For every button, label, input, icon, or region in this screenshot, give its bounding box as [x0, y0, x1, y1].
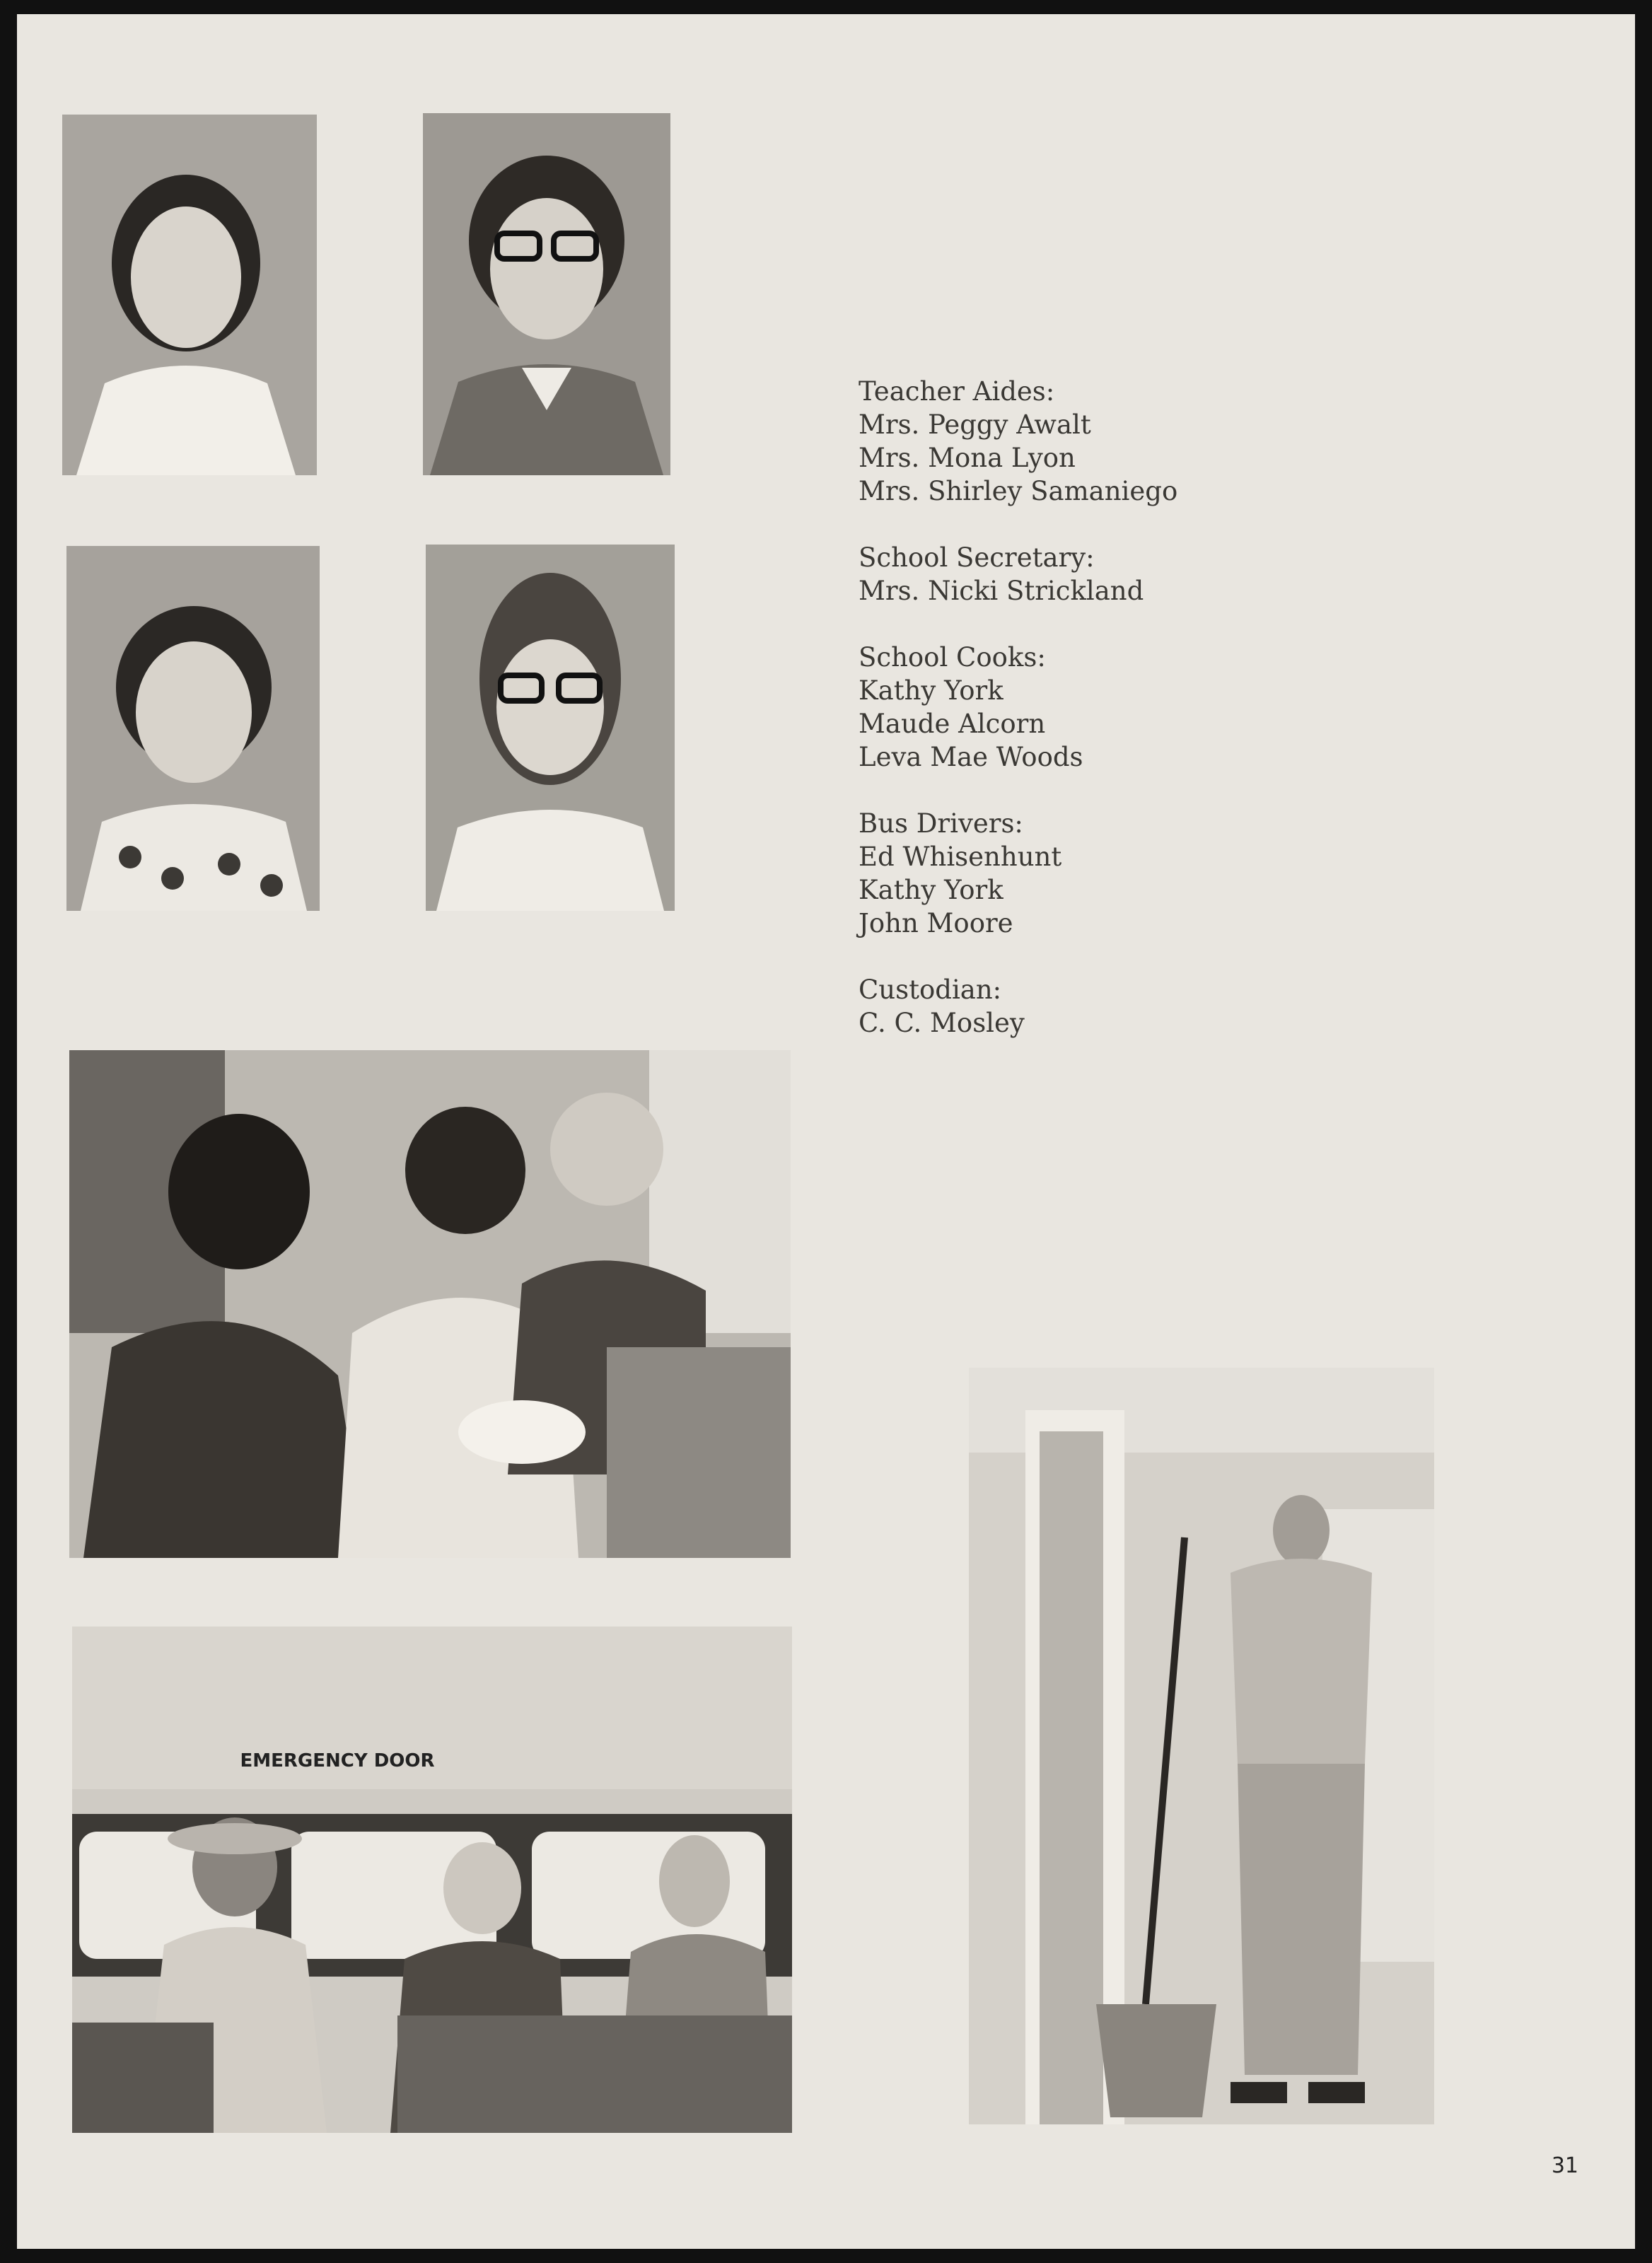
staff-name: John Moore: [859, 908, 1013, 938]
staff-name: Mrs. Shirley Samaniego: [859, 476, 1178, 506]
bus-drivers-photo: [72, 1627, 792, 2133]
portrait-photo-2: [423, 113, 670, 475]
page-number: 31: [1551, 2153, 1578, 2178]
staff-list: [859, 375, 1424, 1073]
staff-section-school-cooks: [859, 641, 1424, 774]
section-heading: Custodian:: [859, 975, 1002, 1005]
staff-section-custodian: [859, 973, 1424, 1040]
section-heading: Bus Drivers:: [859, 808, 1023, 839]
portrait-photo-1: [62, 115, 317, 475]
staff-name: Mrs. Mona Lyon: [859, 443, 1076, 473]
staff-name: Kathy York: [859, 875, 1004, 905]
yearbook-page: [17, 14, 1635, 2249]
staff-name: C. C. Mosley: [859, 1008, 1025, 1038]
portrait-photo-3: [66, 546, 320, 911]
section-heading: Teacher Aides:: [859, 376, 1055, 407]
cooks-kitchen-photo: [69, 1050, 791, 1558]
staff-name: Maude Alcorn: [859, 709, 1046, 739]
staff-name: Mrs. Nicki Strickland: [859, 576, 1144, 606]
staff-section-bus-drivers: [859, 807, 1424, 940]
custodian-photo: [969, 1368, 1434, 2124]
staff-name: Leva Mae Woods: [859, 742, 1083, 772]
staff-name: Kathy York: [859, 675, 1004, 706]
section-heading: School Secretary:: [859, 542, 1095, 573]
staff-name: Mrs. Peggy Awalt: [859, 409, 1091, 440]
staff-section-teacher-aides: [859, 375, 1424, 508]
staff-name: Ed Whisenhunt: [859, 842, 1062, 872]
section-heading: School Cooks:: [859, 642, 1046, 673]
staff-section-school-secretary: [859, 541, 1424, 607]
emergency-door-sign: EMERGENCY DOOR: [240, 1750, 435, 1772]
portrait-photo-4: [426, 545, 675, 911]
